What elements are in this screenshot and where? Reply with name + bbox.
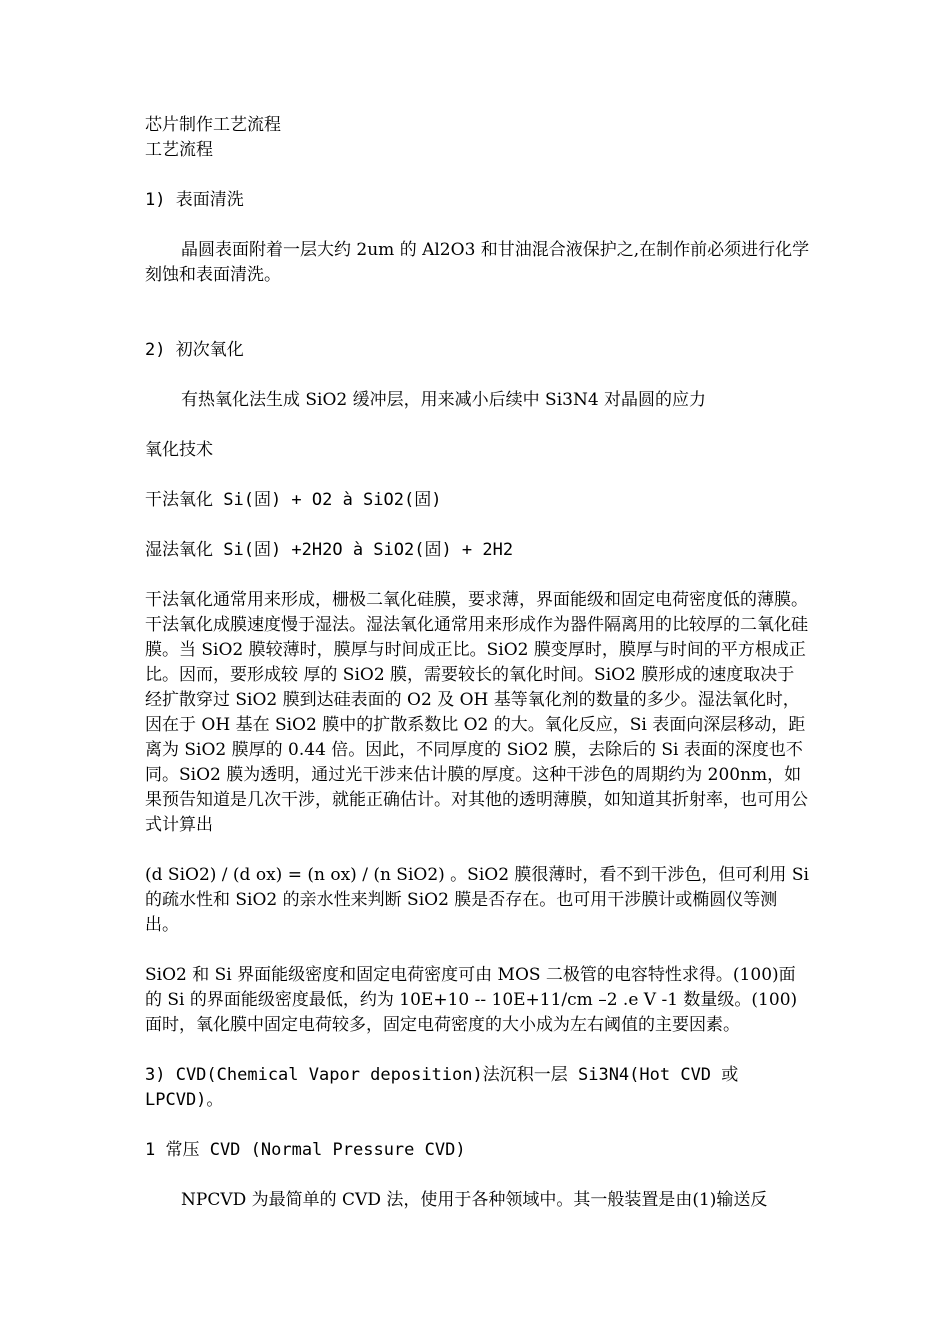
document-title: 芯片制作工艺流程 — [145, 115, 281, 135]
dry-oxidation-equation: 干法氧化 Si(固) + O2 à SiO2(固) — [145, 490, 442, 510]
interface-density-paragraph: SiO2 和 Si 界面能级密度和固定电荷密度可由 MOS 二极管的电容特性求得。(100)面的 Si 的界面能级密度最低，约为 10E+10 -- 10E+11/cm –2 .e V -1 数量级。(100)面时，氧化膜中固定电荷较多，固定电荷密度的大小成为左右阈值的主要因素。 — [145, 965, 798, 1035]
section-1-heading: 1) 表面清洗 — [145, 190, 244, 210]
section-1-paragraph: 晶圆表面附着一层大约 2um 的 Al2O3 和甘油混合液保护之,在制作前必须进行化学刻蚀和表面清洗。 — [145, 240, 810, 285]
wet-oxidation-equation: 湿法氧化 Si(固) +2H2O à SiO2(固) + 2H2 — [145, 540, 514, 560]
document-page — [145, 113, 810, 1213]
oxidation-explanation-paragraph: 干法氧化通常用来形成，栅极二氧化硅膜，要求薄，界面能级和固定电荷密度低的薄膜。干法氧化成膜速度慢于湿法。湿法氧化通常用来形成作为器件隔离用的比较厚的二氧化硅膜。当 SiO2 膜较薄时，膜厚与时间成正比。SiO2 膜变厚时，膜厚与时间的平方根成正比。因而，要形成较 厚的 SiO2 膜，需要较长的氧化时间。SiO2 膜形成的速度取决于经扩散穿过 SiO2 膜到达硅表面的 O2 及 OH 基等氧化剂的数量的多少。湿法氧化时，因在于 OH 基在 SiO2 膜中的扩散系数比 O2 的大。氧化反应，Si 表面向深层移动，距离为 SiO2 膜厚的 0.44 倍。因此，不同厚度的 SiO2 膜，去除后的 Si 表面的深度也不同。SiO2 膜为透明，通过光干涉来估计膜的厚度。这种干涉色的周期约为 200nm，如果预告知道是几次干涉，就能正确估计。对其他的透明薄膜，如知道其折射率，也可用公式计算出 — [145, 590, 808, 835]
film-thickness-formula-paragraph: (d SiO2) / (d ox) = (n ox) / (n SiO2) 。SiO2 膜很薄时，看不到干涉色，但可利用 Si 的疏水性和 SiO2 的亲水性来判断 SiO2 膜是否存在。也可用干涉膜计或椭圆仪等测出。 — [145, 865, 809, 935]
section-3-subheading: 1 常压 CVD (Normal Pressure CVD) — [145, 1140, 466, 1160]
section-3-heading: 3) CVD(Chemical Vapor deposition)法沉积一层 Si3N4(Hot CVD 或 LPCVD)。 — [145, 1065, 739, 1110]
section-2-intro: 有热氧化法生成 SiO2 缓冲层，用来减小后续中 Si3N4 对晶圆的应力 — [181, 390, 707, 410]
section-2-heading: 2) 初次氧化 — [145, 340, 244, 360]
section-3-paragraph: NPCVD 为最简单的 CVD 法，使用于各种领域中。其一般装置是由(1)输送反 — [181, 1190, 768, 1210]
oxidation-technique-label: 氧化技术 — [145, 440, 213, 460]
document-subtitle: 工艺流程 — [145, 140, 213, 160]
